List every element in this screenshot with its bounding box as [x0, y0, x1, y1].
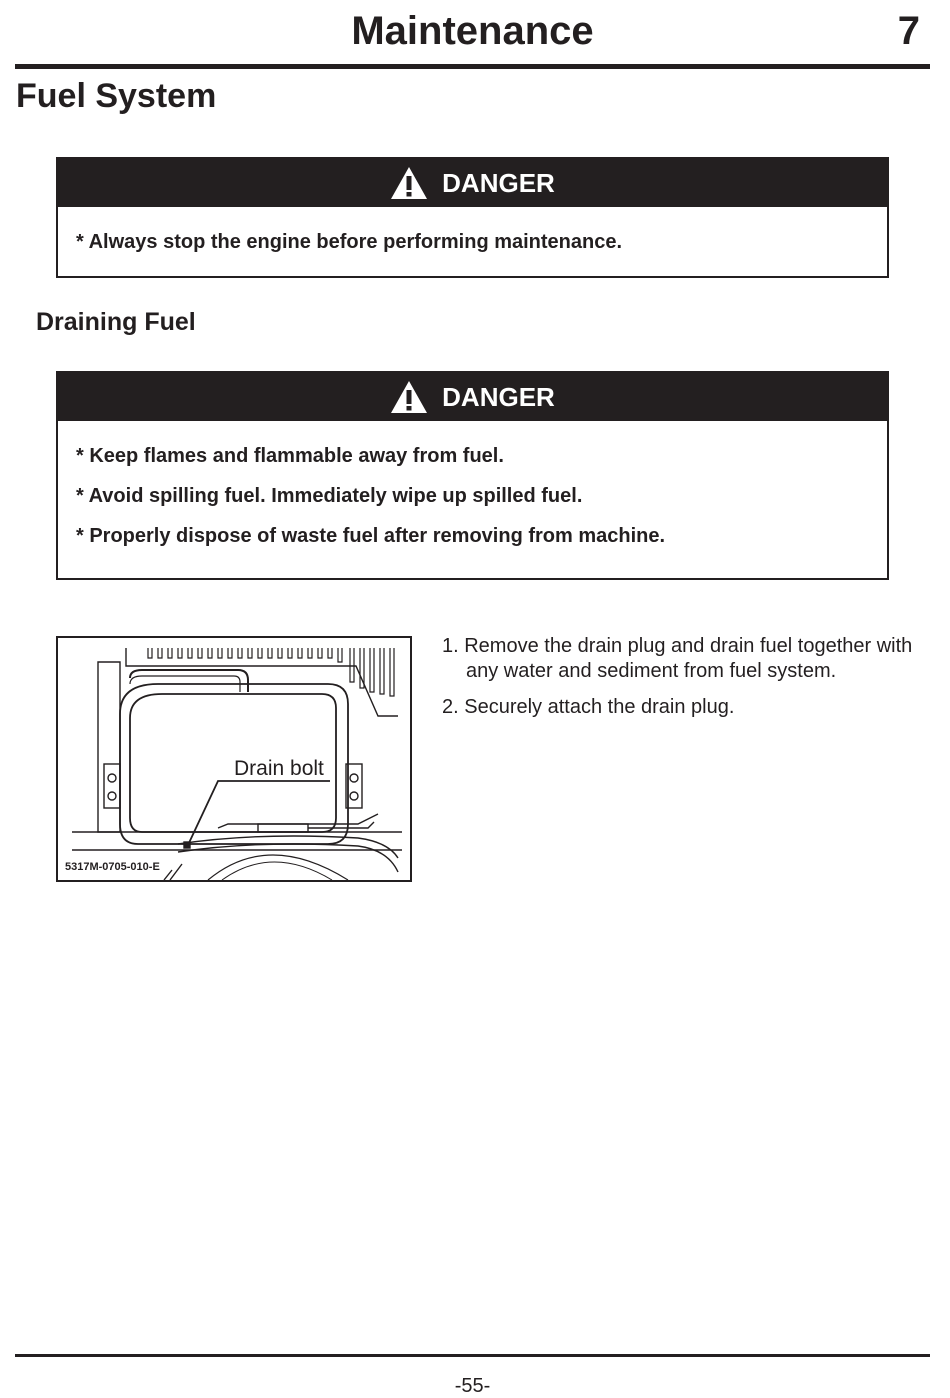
danger-line: * Avoid spilling fuel. Immediately wipe up spilled fuel. — [76, 485, 583, 507]
danger-box-fuel — [56, 371, 889, 580]
danger-line: * Keep flames and flammable away from fuel. — [76, 445, 504, 467]
chapter-number: 7 — [897, 9, 920, 53]
subsection-title: Draining Fuel — [36, 308, 196, 336]
drain-bolt-callout: Drain bolt — [234, 757, 324, 780]
step-item: 1. Remove the drain plug and drain fuel together with any water and sediment from fuel system. — [442, 635, 913, 682]
procedure-steps — [442, 634, 922, 731]
page-number: -55- — [454, 1375, 491, 1397]
section-title: Fuel System — [16, 77, 217, 115]
footer-divider — [15, 1354, 930, 1357]
danger-header — [58, 159, 887, 207]
danger-header — [58, 373, 887, 421]
chapter-title: Maintenance — [351, 9, 594, 53]
step-item: 2. Securely attach the drain plug. — [442, 696, 735, 718]
figure-code: 5317M-0705-010-E — [65, 861, 160, 873]
warning-triangle-icon — [390, 380, 428, 414]
danger-line: * Properly dispose of waste fuel after removing from machine. — [76, 525, 666, 547]
danger-box-general — [56, 157, 889, 278]
danger-line: * Always stop the engine before performing maintenance. — [76, 231, 623, 253]
danger-heading: DANGER — [442, 167, 555, 198]
fuel-tank-illustration — [56, 636, 412, 882]
danger-heading: DANGER — [442, 381, 555, 412]
header-divider — [15, 64, 930, 69]
warning-triangle-icon — [390, 166, 428, 200]
